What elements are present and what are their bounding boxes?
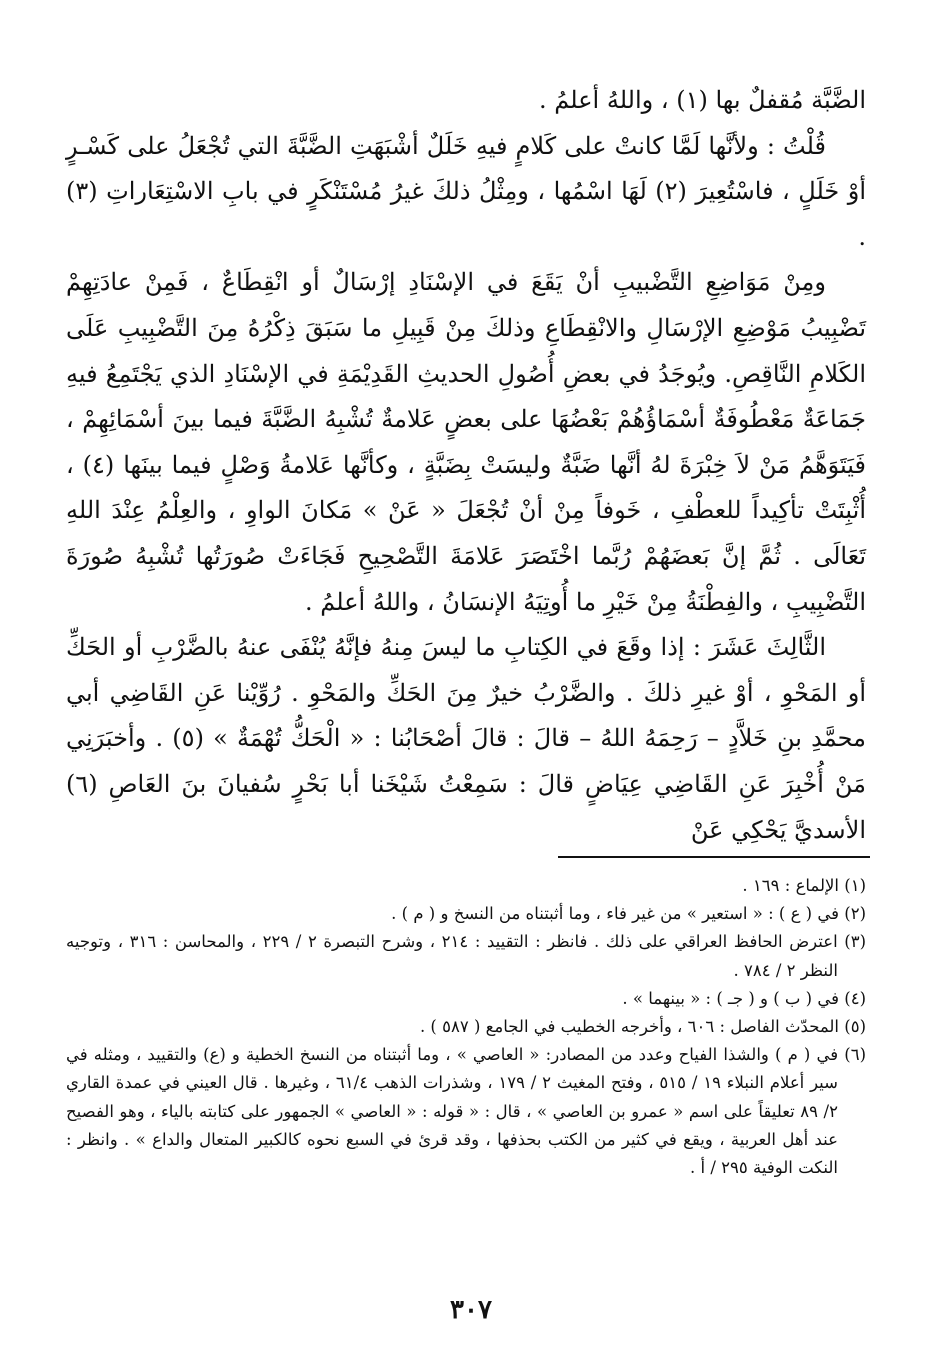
paragraph-4: الثَّالِثَ عَشَرَ : إذا وقَعَ في الكِتابِ ما ليسَ مِنهُ فإنَّهُ يُنْفَى عنهُ بالضَّرْبِ أو الحَكِّ أو المَحْوِ ، أوْ غيرِ ذلكَ . والضَّرْبُ خيرٌ مِنَ الحَكِّ والمَحْوِ . رُوِّيْنا عَنِ القَاضِي أبي محمَّدِ بنِ خَلاَّدٍ – رَحِمَهُ اللهُ – قالَ : قالَ أصْحَابُنا : « الْحَكُّ تُهْمَةٌ » (٥) . وأخبَرَنِي مَنْ أُخْبِرَ عَنِ القَاضِي عِيَاضٍ قالَ : سَمِعْتُ شَيْخَنا أبا بَحْرٍ سُفيانَ بنَ العَاصِ (٦) الأسديَّ يَحْكِي عَنْ xyxy=(66,633,866,844)
paragraph-3: ومِنْ مَوَاضِعِ التَّضْبيبِ أنْ يَقَعَ في الإسْنَادِ إرْسَالٌ أو انْقِطَاعٌ ، فَمِنْ عادَتِهِمْ تَضْبِيبُ مَوْضِعِ الإرْسَالِ والانْقِطَاعِ وذلكَ مِنْ قَبِيلِ ما سَبَقَ ذِكْرُهُ مِنَ التَّضْبِيبِ عَلَى الكَلامِ النَّاقِصِ. ويُوجَدُ في بعضِ أُصُولِ الحديثِ القَدِيْمَةِ في الإسْنَادِ الذي يَجْتَمِعُ فيهِ جَمَاعَةٌ مَعْطُوفَةٌ أسْمَاؤُهُمْ بَعْضُهَا على بعضٍ عَلامةٌ تُشْبِهُ الضَّبَّةَ فيما بينَ أسْمَائِهِمْ ، فَيَتَوَهَّمُ مَنْ لاَ خِبْرَةَ لهُ أنَّها ضَبَّةٌ وليسَتْ بِضَبَّةٍ ، وكأنَّها عَلامةُ وَصْلٍ فيما بينَها (٤) ، أُثْبِتَتْ تأكِيداً للعطْفِ ، خَوفاً مِنْ أنْ تُجْعَلَ « عَنْ » مَكانَ الواوِ ، والعِلْمُ عِنْدَ اللهِ تَعَالَى . ثُمَّ إنَّ بَعضَهُمْ رُبَّما اخْتَصَرَ عَلامَةَ التَّصْحِيحِ فَجَاءَتْ صُورَتُها تُشْبِهُ صُورَةَ التَّضْبِيبِ ، والفِطْنَةُ مِنْ خَيْرِ ما أُوتِيَهُ الإنسَانُ ، واللهُ أعلمُ . xyxy=(66,268,866,616)
page-number: ٣٠٧ xyxy=(450,1295,492,1325)
paragraph-2: قُلْتُ : ولأنَّها لَمَّا كانتْ على كَلامٍ فيهِ خَلَلٌ أشْبَهَتِ الضَّبَّةَ التي تُجْعَلُ على كَسْـرٍ أوْ خَلَلٍ ، فاسْتُعِيرَ (٢) لَهَا اسْمُها ، ومِثْلُ ذلكَ غيرُ مُسْتَنْكَرٍ في بابِ الاسْتِعَاراتِ (٣) . xyxy=(66,131,866,251)
footnote-4: (٤) في ( ب ) و ( جـ ) : « بينهما » . xyxy=(622,988,866,1008)
footnote-divider xyxy=(558,856,870,858)
footnote-3: (٣) اعترض الحافظ العراقي على ذلك . فانظر : التقييد : ٢١٤ ، وشرح التبصرة ٢ / ٢٢٩ ، والمحاسن : ٣١٦ ، وتوجيه النظر ٢ / ٧٨٤ . xyxy=(66,932,866,980)
footnote-5: (٥) المحدّث الفاصل : ٦٠٦ ، وأخرجه الخطيب في الجامع ( ٥٨٧ ) . xyxy=(419,1017,866,1037)
paragraph-1: الضَّبَّة مُقفلٌ بها (١) ، واللهُ أعلمُ . xyxy=(539,86,866,114)
footnote-6: (٦) في ( م ) والشذا الفياح وعدد من المصادر: « العاصي » ، وما أثبتناه من النسخ الخطية و (ع) والتقييد ، ومثله في سير أعلام النبلاء ١٩ / ٥١٥ ، وفتح المغيث ٢ / ١٧٩ ، وشذرات الذهب ٦١/٤ ، وغيرها . قال العيني في عمدة القاري ٢/ ٨٩ تعليقاً على اسم « عمرو بن العاصي » ، قال : « قوله : « العاصي » الجمهور على كتابته بالياء ، وهو الفصيح عند أهل العربية ، ويقع في كثير من الكتب بحذفها ، وقد قرئ في السبع نحوه كالكبير المتعال والداع » . وانظر : النكت الوفية ٢٩٥ / أ . xyxy=(66,1045,866,1178)
footnote-2: (٢) في ( ع ) : « استعير » من غير فاء ، وما أثبتناه من النسخ و ( م ) . xyxy=(391,904,866,924)
footnote-1: (١) الإلماع : ١٦٩ . xyxy=(742,876,866,895)
footnotes xyxy=(66,872,866,1182)
main-text xyxy=(66,78,866,853)
